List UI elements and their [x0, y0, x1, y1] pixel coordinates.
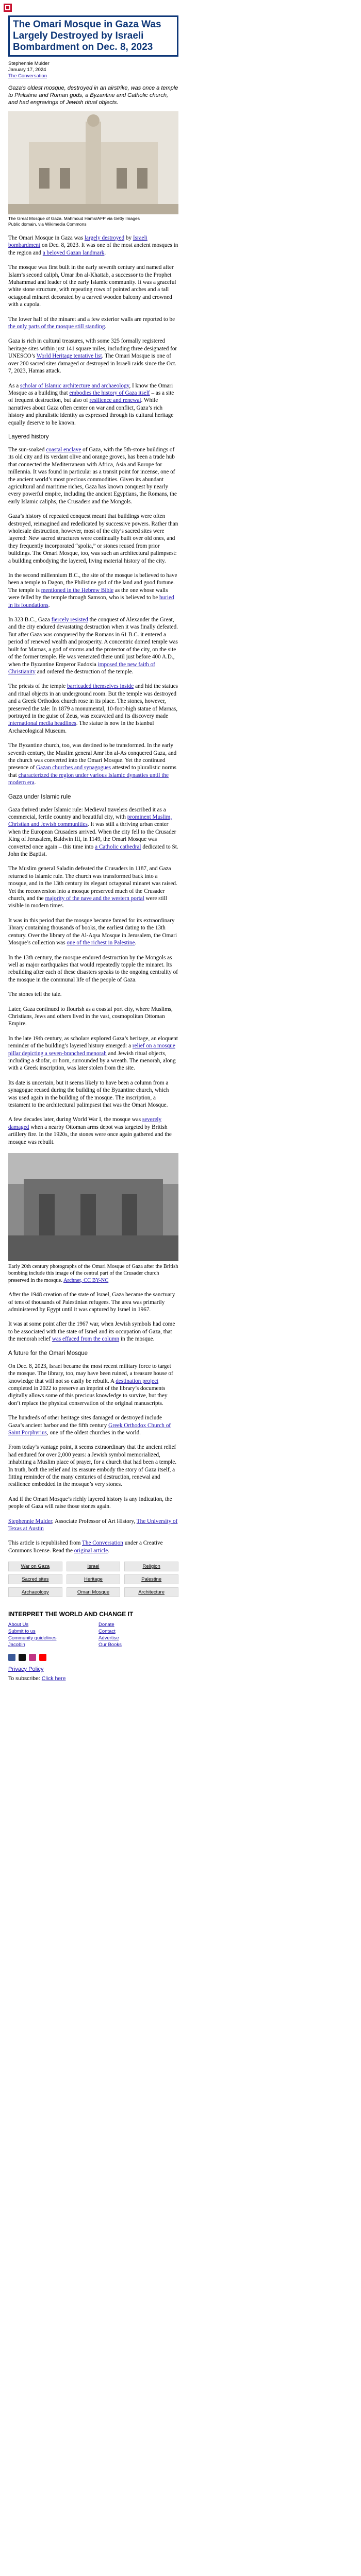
article-title-box — [8, 15, 178, 57]
link-embodies-history[interactable]: embodies the history of Gaza itself — [69, 389, 150, 396]
link-resilience[interactable]: resilience and renewal — [89, 397, 141, 404]
x-twitter-icon[interactable] — [19, 1654, 26, 1661]
caption-line-1: The Great Mosque of Gaza. Mahmoud Hams/AFP via Getty Images — [8, 216, 140, 221]
paragraph-7: Gaza’s history of repeated conquest meant that buildings were often destroyed, reimagined and rededicated by successive powers. Rather than wholesale destruction, however, most of the city’s sacred sites were layered: New sacred structures were continually built over old ones, and they frequently incorporated “spolia,” or stones reused from prior buildings. The Omari Mosque, too, was such an architectural palimpsest: a building embodying the layered, living material history of the city. — [8, 513, 178, 564]
social-icons — [8, 1654, 184, 1661]
link-new-faith[interactable]: imposed the new faith of Christianity — [8, 661, 155, 675]
link-catholic-cathedral[interactable]: a Catholic cathedral — [95, 843, 141, 850]
tag-item[interactable]: Archaeology — [8, 1587, 62, 1597]
mosque-photo — [8, 111, 178, 214]
paragraph-20: A few decades later, during World War I, the mosque was severely damaged when a nearby Ottoman arms depot was targeted by British artillery fire. In the 1920s, the stones were once again gathered and the mosque was rebuilt. — [8, 1116, 172, 1145]
tag-item[interactable]: War on Gaza — [8, 1562, 62, 1571]
tag-list — [8, 1562, 178, 1597]
youtube-icon[interactable] — [39, 1654, 46, 1661]
site-footer — [8, 1611, 184, 1661]
footer-link[interactable]: Submit to us — [8, 1629, 36, 1635]
paragraph-15: In the 13th century, the mosque endured destruction by the Mongols as well as major earthquakes that would repeatedly topple the minaret. Its rebuilding after each of these disasters speaks to the ongoing centrality of the mosque in the communal life of the people of Gaza. — [8, 954, 178, 983]
footer-link[interactable]: Our Books — [99, 1642, 122, 1648]
subscribe-link[interactable]: Click here — [41, 1675, 66, 1682]
link-university[interactable]: The University of Texas at Austin — [8, 1518, 178, 1532]
subscribe-label: To subscribe: — [8, 1675, 40, 1682]
paragraph-21: After the 1948 creation of the state of Israel, Gaza became the sanctuary of tens of thousands of Palestinian refugees. The area was primarily administered by Egypt until it was captured by Israel in 1967. — [8, 1292, 175, 1313]
historic-photo-illustration — [8, 1153, 178, 1261]
link-digitization-project[interactable]: destination project — [116, 1378, 159, 1384]
link-beloved-landmark[interactable]: a beloved Gazan landmark — [42, 249, 105, 256]
subheading-islamic-rule: Gaza under Islamic rule — [8, 793, 71, 800]
link-the-conversation[interactable]: The Conversation — [82, 1540, 123, 1547]
paragraph-8: In the second millennium B.C., the site of the mosque is believed to have been a temple to Dagon, the Philistine god of the land and good fortune. The temple is mentioned in the Hebrew Bible as the one whose walls were felled by the temple through Samson, who is believed to be buried in its foundations. — [8, 572, 177, 608]
paragraph-10: The priests of the temple barricaded themselves inside and hid the statues and ritual objects in an underground room. But the temple was destroyed and a Greek Orthodox church rose in its place. The stones, however, preserved the tale: In 1879 a monumental, 10-foot-high statue of Marnas, portrayed in the guise of Zeus, was excavated and its discovery made international media headlines. The statue is now in the Istanbul Archaeological Museum. — [8, 683, 178, 734]
paragraph-16: The stones tell the tale. — [8, 991, 62, 998]
link-author[interactable]: Stephennie Mulder — [8, 1518, 52, 1524]
tag-item[interactable]: Religion — [124, 1562, 178, 1571]
article-deck: Gaza’s oldest mosque, destroyed in an airstrike, was once a temple to Philistine and Roman gods, a Byzantine and Catholic church, and had engravings of Jewish ritual objects. — [8, 85, 178, 106]
paragraph-22: It was at some point after the 1967 war, when Jewish symbols had come to be associated with the state of Israel and its occupation of Gaza, that the menorah relief was effaced from the column in the mosque. — [8, 1321, 175, 1343]
instagram-icon[interactable] — [29, 1654, 36, 1661]
tag-item[interactable]: Omari Mosque — [67, 1587, 121, 1597]
footer-link[interactable]: Jacobin — [8, 1642, 25, 1648]
footer-link[interactable]: Contact — [99, 1629, 116, 1635]
link-media-headlines[interactable]: international media headlines — [8, 720, 76, 727]
link-largely-destroyed[interactable]: largely destroyed — [84, 235, 125, 241]
mosque-photo-illustration — [8, 111, 178, 214]
subscribe-row — [8, 1675, 359, 1682]
paragraph-18: In the late 19th century, as scholars explored Gaza’s heritage, an eloquent reminder of the building’s layered history emerged: a relief on a mosque pillar depicting a seven-branched menorah and Jewish ritual objects, including a shofar, or horn, surrounded by a wreath. The menorah, along with a Greek inscription, was later stolen from the site. — [8, 1035, 178, 1072]
link-coastal-enclave[interactable]: coastal enclave — [46, 446, 81, 453]
paragraph-24: The hundreds of other heritage sites damaged or destroyed include Gaza’s ancient harbor and the fifth century Greek Orthodox Church of Saint Porphyrius, one of the oldest churches in the world. — [8, 1415, 171, 1436]
footer-heading: INTERPRET THE WORLD AND CHANGE IT — [8, 1611, 134, 1618]
publish-date: January 17, 2024 — [8, 67, 46, 73]
privacy-row — [8, 1666, 359, 1672]
paragraph-3: The lower half of the minaret and a few exterior walls are reported to be the only parts of the mosque still standing. — [8, 316, 175, 330]
author-bio: Stephennie Mulder, Associate Professor of Art History, The University of Texas at Austin — [8, 1518, 178, 1532]
link-saint-porphyrius[interactable]: Greek Orthodox Church of Saint Porphyrius — [8, 1422, 171, 1436]
link-richest[interactable]: one of the richest in Palestine — [67, 940, 135, 946]
paragraph-6: The sun-soaked coastal enclave of Gaza, with the 5th-stone buildings of its old city and its verdant olive and orange groves, has been a trade hub that connected the Mediterranean with Africa, Asia and Europe for millennia. It was found in particular as a transit point for incense, one of the ancient world’s most precious commodities. Given its abundant agricultural and maritime riches, Gaza has known conquest by nearly every powerful empire, including the ancient Egyptians, the Romans, the early Islamic caliphs, the Crusaders and the Mongols. — [8, 446, 177, 505]
subheading-layered-history: Layered history — [8, 433, 49, 440]
subheading-future: A future for the Omari Mosque — [8, 1350, 88, 1357]
article-meta — [8, 61, 178, 79]
paragraph-5: As a scholar of Islamic architecture and archaeology, I know the Omari Mosque as a building that embodies the history of Gaza itself – as a site of frequent destruction, but also of resilience and renewal. While narratives about Gaza often center on war and conflict, Gaza’s rich history and pluralistic identity as expressed through its cultural heritage equally deserve to be known. — [8, 382, 174, 426]
article-column — [8, 15, 178, 1597]
link-pluralistic-norms[interactable]: characterized the region under various Islamic dynasties until the modern era — [8, 772, 169, 786]
paragraph-2: The mosque was first built in the early seventh century and named after Islam’s second caliph, Umar ibn al-Khattab, a successor to the Prophet Muhammad and leader of the early Islamic community. It was a graceful white stone structure, with repeating rows of pointed arches and a tall octagonal minaret decorated by a carved wooden balcony and crowned with a cupola. — [8, 264, 176, 308]
link-effaced[interactable]: was effaced from the column — [52, 1336, 120, 1343]
link-churches-synagogues[interactable]: Gazan churches and synagogues — [36, 765, 111, 771]
tag-item[interactable]: Israel — [67, 1562, 121, 1571]
site-logo-icon[interactable] — [3, 3, 12, 12]
paragraph-9: In 323 B.C., Gaza fiercely resisted the conquest of Alexander the Great, and the city endured devastating destruction when it was finally defeated. But after Gaza was conquered by the Romans in 61 B.C. it entered a period of renewed wealth and prosperity. A concentric domed temple was built for Marnas, a god of storms and the protector of the city, on the site of the former temple. He was venerated there until just before 400 A.D., when the Byzantine Emperor Eudoxia imposed the new faith of Christianity and ordered the destruction of the temple. — [8, 617, 178, 675]
tag-item[interactable]: Architecture — [124, 1587, 178, 1597]
tag-item[interactable]: Palestine — [124, 1574, 178, 1584]
link-scholar[interactable]: scholar of Islamic architecture and archaeology — [20, 382, 129, 389]
link-menorah-relief[interactable]: relief on a mosque pillar depicting a seven-branched menorah — [8, 1043, 175, 1057]
privacy-policy-link[interactable]: Privacy Policy — [8, 1666, 44, 1673]
paragraph-19: Its date is uncertain, but it seems likely to have been a column from a synagogue reused during the building of the Byzantine church, which was used again in the building of the mosque. The inscription, a testament to the architectural palimpsest that was the Omari Mosque. — [8, 1079, 169, 1108]
link-original-article[interactable]: original article — [74, 1547, 108, 1554]
paragraph-23: On Dec. 8, 2023, Israel became the most recent military force to target the mosque. The library, too, may have been ruined, a treasure house of knowledge that will not so easily be rebuilt. A destination project completed in 2022 to preserve an imprint of the library’s documents digitally allows some of this precious knowledge to survive, but they don’t replace the physical conservation of the original manuscripts. — [8, 1363, 173, 1406]
footer-link[interactable]: About Us — [8, 1622, 29, 1628]
paragraph-25: From today’s vantage point, it seems extraordinary that the ancient relief had endured for over 2,000 years: a Jewish symbol memorialized, inhabiting a Muslim place of prayer, for a church that had been a temple. In truth, both the relief and its erasure embody the story of Gaza itself, a fitting reminder of the many centuries of destruction, renewal and resilience embedded in the mosque’s very stones. — [8, 1444, 177, 1488]
paragraph-26: And if the Omari Mosque’s richly layered history is any indication, the people of Gaza will raise those stones again. — [8, 1496, 172, 1510]
link-only-parts-standing[interactable]: the only parts of the mosque still standing — [8, 324, 105, 330]
caption-line-2: Public domain, via Wikimedia Commons — [8, 222, 87, 227]
author: Stephennie Mulder — [8, 61, 50, 66]
historic-figure — [8, 1153, 178, 1284]
top-figure-caption — [8, 214, 178, 227]
footer-links — [8, 1622, 184, 1648]
paragraph-13: The Muslim general Saladin defeated the Crusaders in 1187, and Gaza returned to Islamic rule. The church was transformed back into a mosque, and in the 13th century its elegant octagonal minaret was raised. Yet the reconversion into a mosque preserved much of the Crusader church, and the majority of the nave and the western portal were still visible in modern times. — [8, 866, 177, 909]
historic-photo — [8, 1153, 178, 1261]
link-buried-foundations[interactable]: buried in its foundations — [8, 595, 174, 608]
paragraph-4: Gaza is rich in cultural treasures, with some 325 formally registered heritage sites within just 141 square miles, including three designated for UNESCO’s World Heritage tentative list. The Omari Mosque is one of over 200 sacred sites damaged or destroyed in Israeli raids since the Oct. 7, 2023, Hamas attack. — [8, 338, 177, 375]
paragraph-1: The Omari Mosque in Gaza was largely destroyed by Israeli bombardment on Dec. 8, 2023. It was one of the most ancient mosques in the region and a beloved Gazan landmark. — [8, 235, 178, 256]
tag-item[interactable]: Sacred sites — [8, 1574, 62, 1584]
footer-link[interactable]: Donate — [99, 1622, 114, 1628]
republish-note: This article is republished from The Conversation under a Creative Commons license. Read the original article. — [8, 1540, 163, 1554]
link-israeli-bombardment[interactable]: Israeli bombardment — [8, 235, 147, 249]
paragraph-17: Later, Gaza continued to flourish as a coastal port city, where Muslims, Christians, Jews and others lived in the vast, cosmopolitan Ottoman Empire. — [8, 1006, 173, 1027]
link-nave-portal[interactable]: majority of the nave and the western portal — [45, 895, 144, 902]
paragraph-14: It was in this period that the mosque became famed for its extraordinary library containing thousands of books, the earliest dating to the 13th century. Over the library of the Al-Aqsa Mosque in Jerusalem, the Omari Mosque’s collection was one of the richest in Palestine. — [8, 917, 177, 946]
link-world-heritage[interactable]: World Heritage tentative list — [36, 353, 102, 360]
source-link[interactable]: The Conversation — [8, 73, 47, 79]
historic-figure-caption: Early 20th century photographs of the Omari Mosque of Gaza after the British bombing include this image of the central part of the Crusader church preserved in the mosque. Archnet, CC BY-NC — [8, 1264, 178, 1283]
tag-item[interactable]: Heritage — [67, 1574, 121, 1584]
paragraph-12: Gaza thrived under Islamic rule: Medieval travelers described it as a commercial, fertile country and beautiful city, with prominent Muslim, Christian and Jewish communities. It was still a thriving urban center when the European Crusaders arrived. When the city fell to the Crusader King of Jerusalem, Baldwin III, in 1149, the Omari Mosque was converted once again – this time into a Catholic cathedral dedicated to St. John the Baptist. — [8, 806, 178, 858]
link-communities[interactable]: prominent Muslim, Christian and Jewish communities — [8, 814, 172, 828]
top-figure — [8, 111, 178, 227]
link-fiercely-resisted[interactable]: fiercely resisted — [51, 617, 88, 623]
article-title: The Omari Mosque in Gaza Was Largely Destroyed by Israeli Bombardment on Dec. 8, 2023 — [13, 19, 161, 53]
link-hebrew-bible[interactable]: mentioned in the Hebrew Bible — [41, 587, 114, 594]
link-archnet[interactable]: Archnet, CC BY-NC — [63, 1277, 109, 1283]
link-severely-damaged[interactable]: severely damaged — [8, 1116, 162, 1130]
facebook-icon[interactable] — [8, 1654, 15, 1661]
footer-link[interactable]: Advertise — [99, 1635, 119, 1641]
footer-link[interactable]: Community guidelines — [8, 1635, 57, 1641]
paragraph-11: The Byzantine church, too, was destined to be transformed. In the early seventh century, the Muslim general Amr ibn al-As conquered Gaza, and the church was converted into the Omari Mosque. Yet the continued presence of Gazan churches and synagogues attested to pluralistic norms that characterized the region under various Islamic dynasties until the modern era. — [8, 742, 177, 786]
link-barricaded[interactable]: barricaded themselves inside — [67, 683, 134, 690]
